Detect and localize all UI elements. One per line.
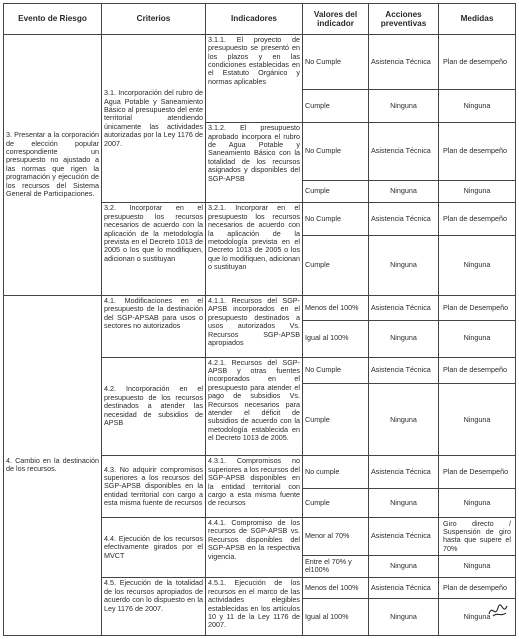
measure-cell: Ninguna bbox=[439, 320, 516, 357]
indicator-3-1-2: 3.1.2. El presupuesto aprobado incorpora el rubro de Agua Potable y Saneamiento Básico con la totalidad de los recursos asignados y disponibles del SGP-APSB bbox=[206, 123, 303, 203]
action-cell: Asistencia Técnica bbox=[369, 203, 439, 236]
value-cell: Menos del 100% bbox=[303, 578, 369, 599]
header-medidas: Medidas bbox=[439, 4, 516, 35]
value-cell: Cumple bbox=[303, 489, 369, 518]
criterion-3-1: 3.1. Incorporación del rubro de Agua Potable y Saneamiento Básico al presupuesto del ente territorial atendiendo únicamente las actividades autorizadas por la Ley 1176 de 2007. bbox=[102, 34, 206, 203]
value-cell: Igual al 100% bbox=[303, 320, 369, 357]
criterion-4-1: 4.1. Modificaciones en el presupuesto de la destinación del SGP-APSAB para usos o sectores no autorizados bbox=[102, 295, 206, 357]
measure-cell: Plan de desempeño bbox=[439, 34, 516, 90]
measure-cell: Ninguna bbox=[439, 555, 516, 578]
value-cell: Cumple bbox=[303, 236, 369, 296]
indicator-4-3-1: 4.3.1. Compromisos no superiores a los recursos del SGP-APSB disponibles en la entidad territorial con cargo a esta misma fuente de recursos bbox=[206, 456, 303, 518]
risk-event-4: 4. Cambio en la destinación de los recursos. bbox=[4, 295, 102, 635]
criterion-4-5: 4.5. Ejecución de la totalidad de los recursos apropiados de acuerdo con lo dispuesto en la Ley 1176 de 2007. bbox=[102, 578, 206, 636]
table-row bbox=[4, 295, 516, 320]
action-cell: Asistencia Técnica bbox=[369, 357, 439, 384]
value-cell: Menos del 100% bbox=[303, 295, 369, 320]
action-cell: Ninguna bbox=[369, 489, 439, 518]
action-cell: Ninguna bbox=[369, 555, 439, 578]
action-cell: Ninguna bbox=[369, 384, 439, 456]
value-cell: Cumple bbox=[303, 180, 369, 203]
measure-cell: Ninguna bbox=[439, 489, 516, 518]
action-cell: Ninguna bbox=[369, 320, 439, 357]
value-cell: No Cumple bbox=[303, 203, 369, 236]
criterion-4-2: 4.2. Incorporación en el presupuesto de los recursos destinados a atender las necesidad de subsidios de APSB bbox=[102, 357, 206, 456]
header-criterios: Criterios bbox=[102, 4, 206, 35]
risk-event-3: 3. Presentar a la corporación de elección popular correspondiente un presupuesto no ajustado a las normas que rigen la programación y ejecución de los recursos del Sistema General de Participaciones. bbox=[4, 34, 102, 295]
action-cell: Ninguna bbox=[369, 598, 439, 635]
value-cell: Menor al 70% bbox=[303, 518, 369, 556]
indicator-4-4-1: 4.4.1. Compromiso de los recursos de SGP-APSB vs. Recursos disponibles del SGP-APSB en la respectiva vigencia. bbox=[206, 518, 303, 578]
header-row bbox=[4, 4, 516, 35]
action-cell: Asistencia Técnica bbox=[369, 123, 439, 181]
table-row bbox=[4, 34, 516, 90]
risk-table bbox=[3, 3, 516, 636]
header-valores: Valores del indicador bbox=[303, 4, 369, 35]
value-cell: No Cumple bbox=[303, 123, 369, 181]
measure-cell: Plan de Desempeño bbox=[439, 456, 516, 489]
measure-cell: Plan de desempeño bbox=[439, 203, 516, 236]
value-cell: Cumple bbox=[303, 90, 369, 123]
measure-cell: Ninguna bbox=[439, 236, 516, 296]
value-cell: No Cumple bbox=[303, 34, 369, 90]
value-cell: Cumple bbox=[303, 384, 369, 456]
measure-cell: Plan de desempeño bbox=[439, 123, 516, 181]
measure-cell: Ninguna bbox=[439, 180, 516, 203]
measure-cell: Giro directo / Suspensión de giro hasta que supere el 70% bbox=[439, 518, 516, 556]
criterion-3-2: 3.2. Incorporar en el presupuesto los recursos necesarios de acuerdo con la aplicación de la metodología prevista en el Decreto 1013 de 2005 o los que lo modifiquen, adicionan o sustituyan bbox=[102, 203, 206, 296]
value-cell: Entre el 70% y el100% bbox=[303, 555, 369, 578]
action-cell: Asistencia Técnica bbox=[369, 578, 439, 599]
criterion-4-4: 4.4. Ejecución de los recursos efectivamente girados por el MVCT bbox=[102, 518, 206, 578]
action-cell: Asistencia Técnica bbox=[369, 34, 439, 90]
criterion-4-3: 4.3. No adquirir compromisos superiores a los recursos del SGP-APSB disponibles en la entidad territorial con cargo a esta misma fuente de recursos bbox=[102, 456, 206, 518]
measure-cell-signed bbox=[439, 598, 516, 635]
value-cell: No Cumple bbox=[303, 357, 369, 384]
indicator-3-1-1: 3.1.1. El proyecto de presupuesto se presentó en los plazos y en las condiciones establecidas en el Estatuto Orgánico y normas aplicables bbox=[206, 34, 303, 122]
measure-cell: Plan de desempeño bbox=[439, 578, 516, 599]
signature-mark bbox=[487, 602, 509, 620]
action-cell: Asistencia Técnica bbox=[369, 295, 439, 320]
measure-cell: Plan de desempeño bbox=[439, 357, 516, 384]
action-cell: Asistencia Técnica bbox=[369, 456, 439, 489]
indicator-4-1-1: 4.1.1. Recursos del SGP-APSB incorporados en el presupuesto destinados a usos autorizados Vs. Recursos SGP-APSB apropiados bbox=[206, 295, 303, 357]
action-cell: Ninguna bbox=[369, 236, 439, 296]
action-cell: Asistencia Técnica bbox=[369, 518, 439, 556]
indicator-3-2-1: 3.2.1. Incorporar en el presupuesto los recursos necesarios de acuerdo con la aplicación de la metodología prevista en el Decreto 1013 de 2005 o los que lo modifiquen, adicionan o sustituyan bbox=[206, 203, 303, 296]
value-cell: No cumple bbox=[303, 456, 369, 489]
header-acciones: Acciones preventivas bbox=[369, 4, 439, 35]
indicator-4-5-1: 4.5.1. Ejecución de los recursos en el marco de las actividades elegibles establecidas en los artículos 10 y 11 de la Ley 1176 de 2007. bbox=[206, 578, 303, 636]
action-cell: Ninguna bbox=[369, 180, 439, 203]
measure-text: Ninguna bbox=[463, 611, 491, 621]
action-cell: Ninguna bbox=[369, 90, 439, 123]
measure-cell: Ninguna bbox=[439, 384, 516, 456]
value-cell: Igual al 100% bbox=[303, 598, 369, 635]
indicator-4-2-1: 4.2.1. Recursos del SGP-APSB y otras fuentes incorporados en el presupuesto para atender el pago de subsidios Vs. Recursos necesarios para atender el déficit de subsidios de acuerdo con la metodología establecida en el Decreto 1013 de 2005. bbox=[206, 357, 303, 456]
measure-cell: Ninguna bbox=[439, 90, 516, 123]
header-indicadores: Indicadores bbox=[206, 4, 303, 35]
measure-cell: Plan de Desempeño bbox=[439, 295, 516, 320]
header-evento: Evento de Riesgo bbox=[4, 4, 102, 35]
